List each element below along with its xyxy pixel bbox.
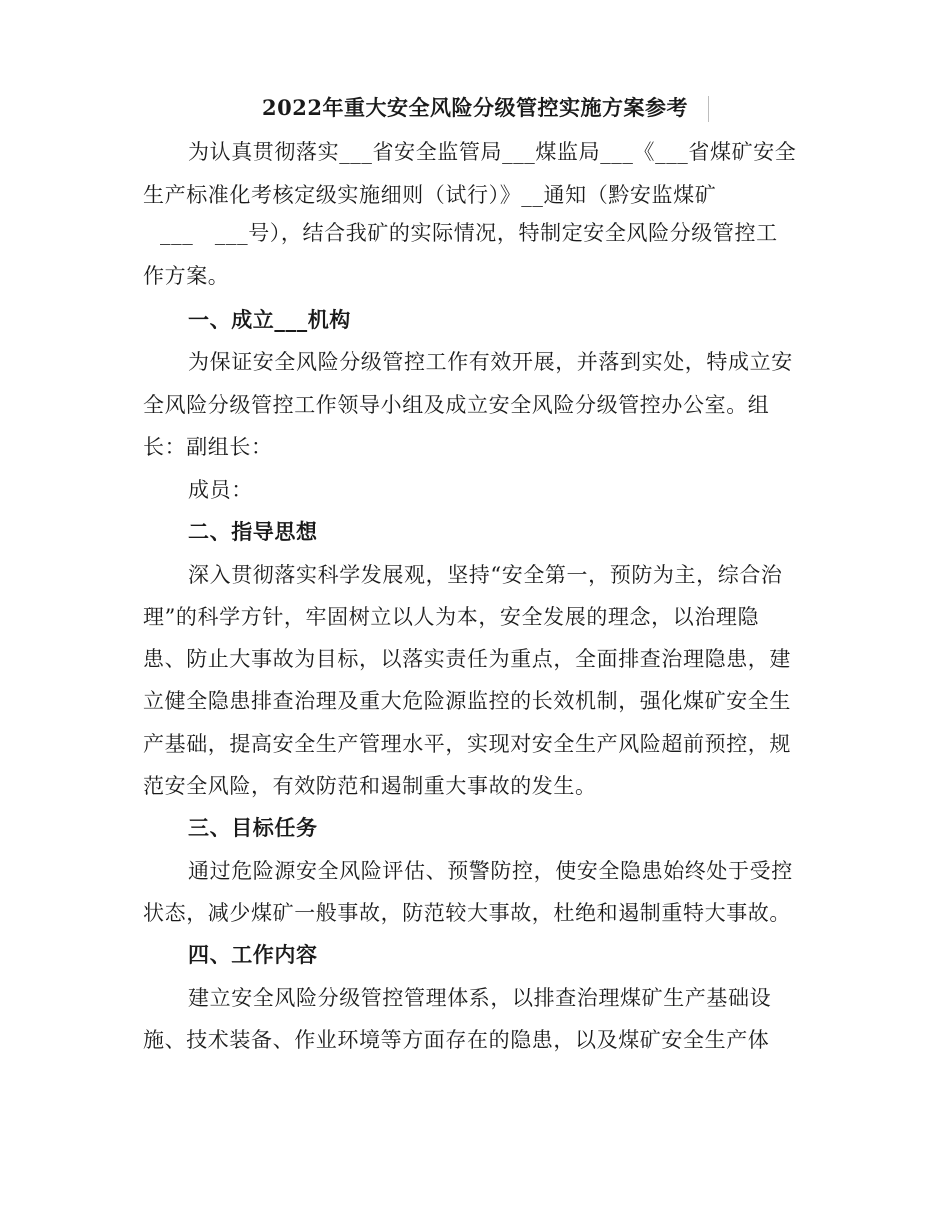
paragraph-line: 患、防止大事故为目标，以落实责任为重点，全面排查治理隐患，建: [143, 647, 791, 671]
paragraph-line: 作方案。: [143, 264, 230, 288]
paragraph-line: 施、技术装备、作业环境等方面存在的隐患，以及煤矿安全生产体: [143, 1028, 770, 1052]
text-cursor-mark: [708, 96, 709, 122]
section-heading: 四、工作内容: [188, 942, 318, 967]
paragraph-line: 范安全风险，有效防范和遏制重大事故的发生。: [143, 774, 597, 798]
section-heading: 三、目标任务: [188, 815, 318, 840]
paragraph-line: 状态，减少煤矿一般事故，防范较大事故，杜绝和遏制重特大事故。: [143, 901, 791, 925]
paragraph-line: 长：副组长：: [143, 435, 273, 459]
document-title: 2022年重大安全风险分级管控实施方案参考: [262, 95, 688, 120]
section-heading: 一、成立___机构: [188, 307, 351, 332]
paragraph-line: 通过危险源安全风险评估、预警防控，使安全隐患始终处于受控: [188, 859, 793, 883]
paragraph-line: 建立安全风险分级管控管理体系，以排查治理煤矿生产基础设: [188, 986, 772, 1010]
paragraph-line: 深入贯彻落实科学发展观，坚持“安全第一，预防为主，综合治: [188, 563, 783, 587]
paragraph-line: 为保证安全风险分级管控工作有效开展，并落到实处，特成立安: [188, 350, 793, 374]
paragraph-line: 理”的科学方针，牢固树立以人为本，安全发展的理念，以治理隐: [143, 605, 760, 629]
paragraph-line: 成员：: [188, 478, 253, 502]
paragraph-line: 立健全隐患排查治理及重大危险源监控的长效机制，强化煤矿安全生: [143, 689, 791, 713]
paragraph-line: 全风险分级管控工作领导小组及成立安全风险分级管控办公室。组: [143, 393, 770, 417]
paragraph-line: 生产标准化考核定级实施细则（试行）》__通知（黔安监煤矿: [143, 183, 717, 207]
section-heading: 二、指导思想: [188, 519, 318, 544]
paragraph-line: ___ ___号），结合我矿的实际情况，特制定安全风险分级管控工: [160, 221, 778, 245]
paragraph-line: 为认真贯彻落实___省安全监管局___煤监局___《___省煤矿安全: [188, 140, 797, 164]
paragraph-line: 产基础，提高安全生产管理水平，实现对安全生产风险超前预控，规: [143, 732, 791, 756]
